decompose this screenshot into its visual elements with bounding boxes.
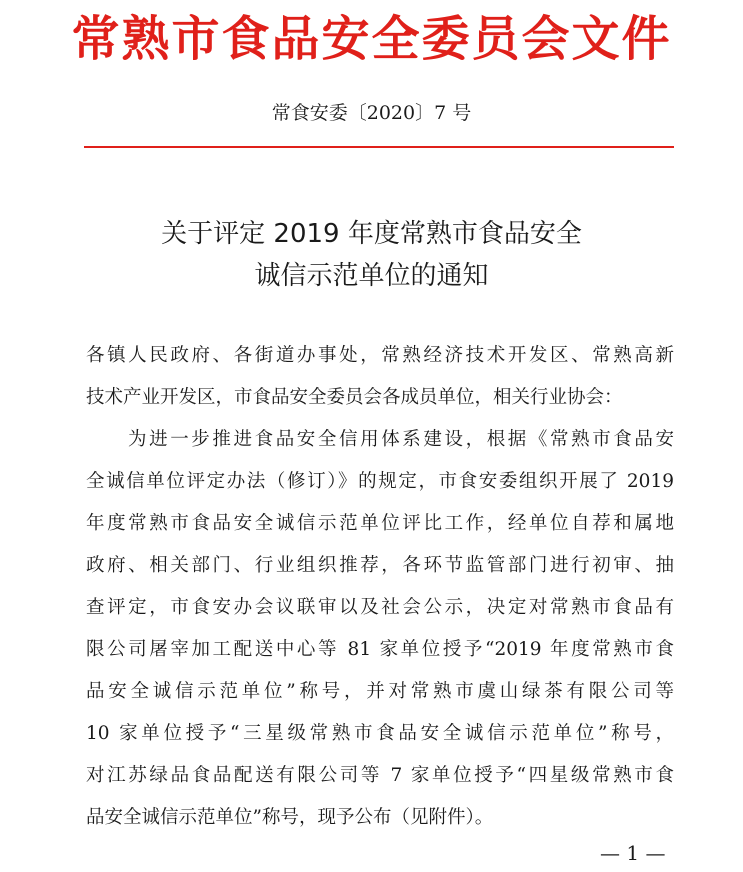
red-separator-line [84,146,674,148]
body-line: 技术产业开发区，市食品安全委员会各成员单位，相关行业协会： [86,387,623,408]
body-line: 为进一步推进食品安全信用体系建设，根据《常熟市食品安 [128,429,674,450]
notice-title-line-2: 诚信示范单位的通知 [254,261,489,291]
body-line: 限公司屠宰加工配送中心等 81 家单位授予“2019 年度常熟市食 [86,639,674,660]
body-line: 品安全诚信示范单位”称号，并对常熟市虞山绿茶有限公司等 [86,681,674,702]
body-line: 政府、相关部门、行业组织推荐，各环节监管部门进行初审、抽 [86,555,674,576]
body-line: 全诚信单位评定办法（修订）》的规定，市食安委组织开展了 2019 [86,471,674,492]
body-line: 对江苏绿品食品配送有限公司等 7 家单位授予“四星级常熟市食 [86,765,674,786]
document-number: 常食安委〔2020〕7 号 [271,102,472,124]
page-number: — 1 — [600,841,666,865]
document-header-title: 常熟市食品安全委员会文件 [71,11,672,67]
body-line: 品安全诚信示范单位”称号，现予公布（见附件）。 [86,807,494,828]
body-line: 查评定，市食安办会议联审以及社会公示，决定对常熟市食品有 [86,597,674,618]
notice-title-line-1: 关于评定 2019 年度常熟市食品安全 [161,219,582,249]
body-line: 10 家单位授予“三星级常熟市食品安全诚信示范单位”称号， [86,723,674,744]
body-line: 年度常熟市食品安全诚信示范单位评比工作，经单位自荐和属地 [86,513,674,534]
body-line: 各镇人民政府、各街道办事处，常熟经济技术开发区、常熟高新 [86,345,674,366]
